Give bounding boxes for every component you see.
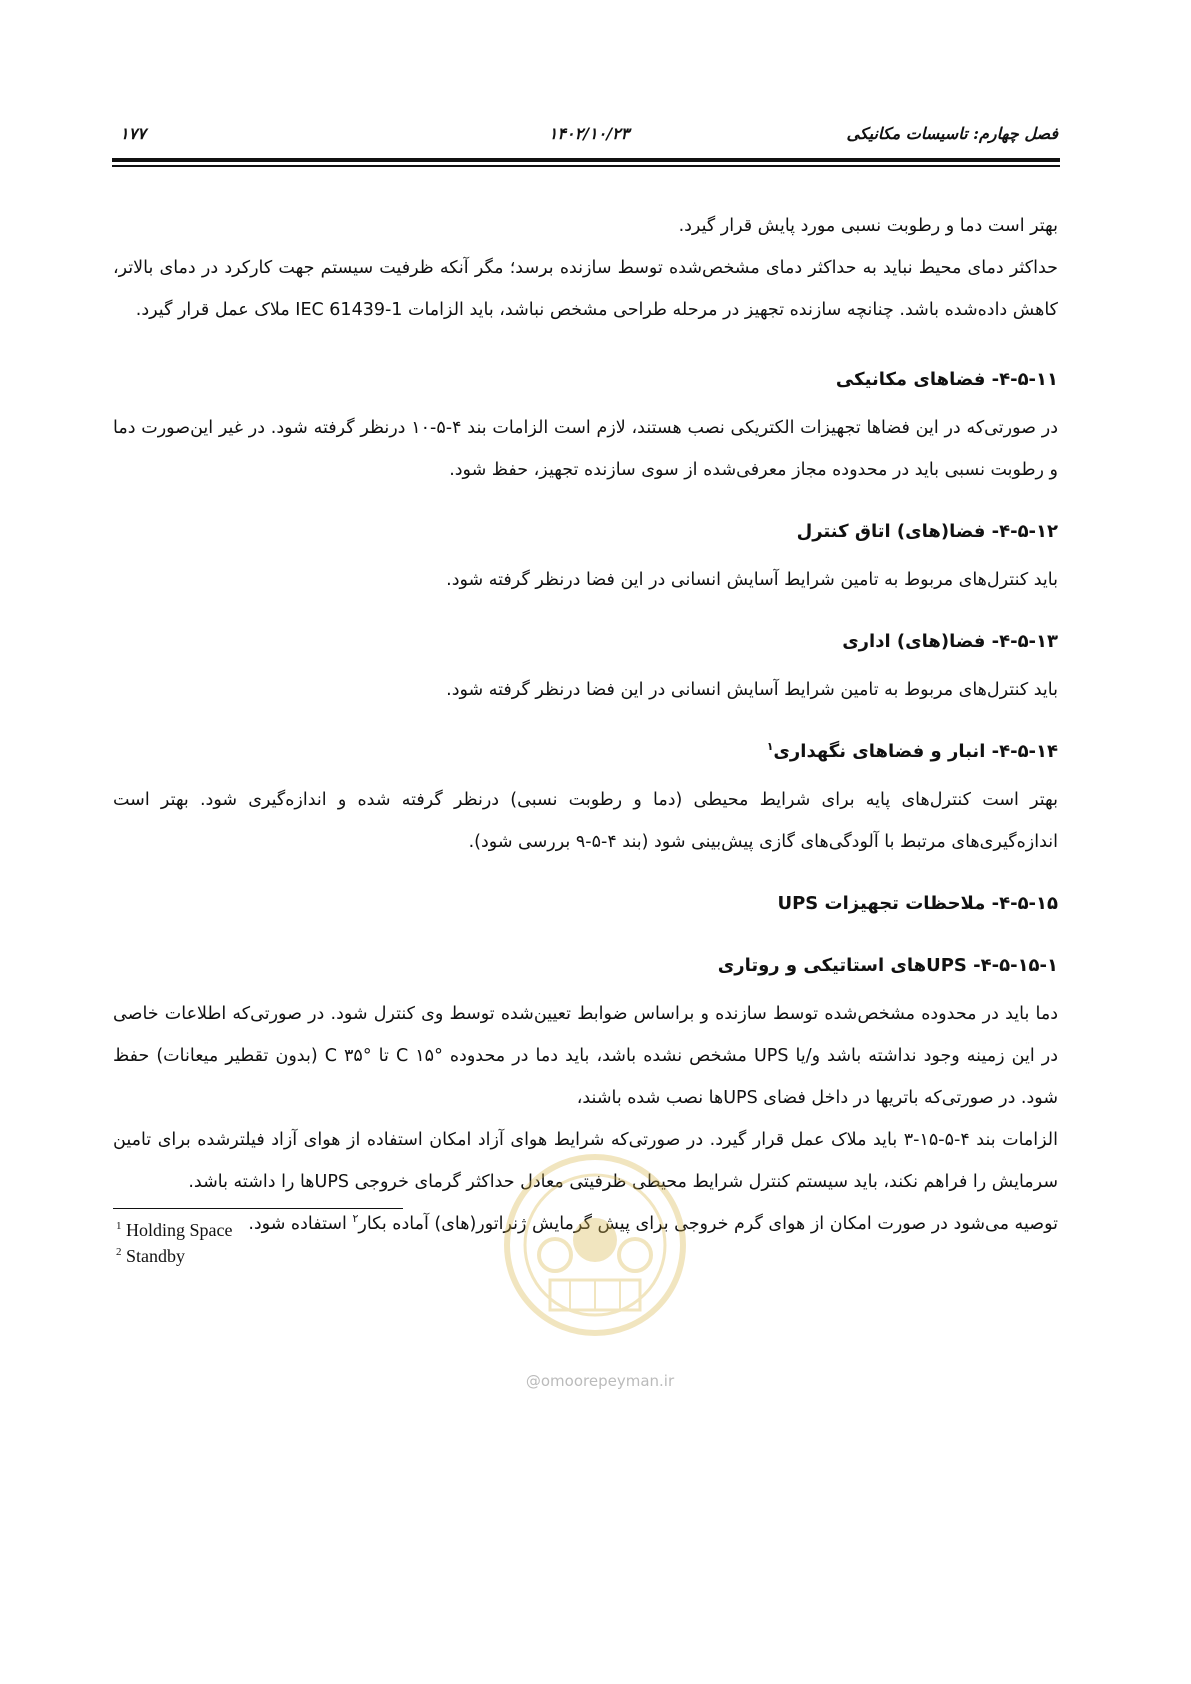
- header-rule-thick: [112, 158, 1060, 162]
- paragraph: [113, 247, 1058, 331]
- paragraph-text: ملاک عمل قرار گیرد.: [135, 300, 290, 320]
- footnote-number: 2: [116, 1246, 122, 1258]
- paragraph: در صورتی‌که در این فضاها تجهیزات الکتریکی نصب هستند، لازم است الزامات بند ۴-۵-۱۰ درنظر گرفته شود. در غیر این‌صورت دما و رطوبت نسبی باید در محدوده مجاز معرفی‌شده از سوی سازنده تجهیز، حفظ شود.: [113, 418, 1058, 480]
- header-date: ۱۴۰۲/۱۰/۲۳: [548, 124, 630, 143]
- footnote-text: Standby: [126, 1246, 186, 1266]
- paragraph-text: توصیه می‌شود در صورت امکان از هوای گرم خروجی برای پیش گرمایش ژنراتور(های) آماده بکار: [358, 1214, 1058, 1234]
- paragraph-text: حداکثر دمای محیط نباید به حداکثر دمای مشخص‌شده توسط سازنده برسد؛ مگر آنکه ظرفیت سیستم جهت کارکرد در دمای بالاتر، کاهش داده‌شده باشد. چنانچه سازنده تجهیز در مرحله طراحی مشخص نباشد، باید الزامات: [113, 258, 1058, 320]
- section-heading: ۴-۵-۱۲- فضا(های) اتاق کنترل: [796, 521, 1058, 542]
- paragraph: بهتر است دما و رطوبت نسبی مورد پایش قرار گیرد.: [678, 216, 1058, 236]
- section-heading: [113, 731, 1058, 773]
- chapter-title: فصل چهارم: تاسیسات مکانیکی: [846, 124, 1058, 143]
- standard-reference: IEC 61439-1: [295, 300, 403, 320]
- footnote-rule: [113, 1208, 403, 1209]
- paragraph: باید کنترل‌های مربوط به تامین شرایط آسایش انسانی در این فضا درنظر گرفته شود.: [446, 570, 1058, 590]
- footnote: [116, 1241, 232, 1267]
- page-header: [120, 124, 1058, 148]
- footnote-marker: ۱: [766, 740, 774, 753]
- document-body: [113, 205, 1058, 1245]
- subsection-heading: ۴-۵-۱۵-۱- UPSهای استاتیکی و روتاری: [717, 955, 1058, 976]
- paragraph-text: استفاده شود.: [248, 1214, 347, 1234]
- footnote-text: Holding Space: [126, 1220, 233, 1240]
- watermark-seal-icon: [500, 1150, 690, 1340]
- header-rule-thin: [112, 165, 1060, 167]
- footnote: [116, 1215, 232, 1241]
- section-heading: ۴-۵-۱۳- فضا(های) اداری: [842, 631, 1058, 652]
- paragraph: بهتر است کنترل‌های پایه برای شرایط محیطی (دما و رطوبت نسبی) درنظر گرفته شده و اندازه‌گیری شود. بهتر است اندازه‌گیری‌های مرتبط با آلودگی‌های گازی پیش‌بینی شود (بند ۴-۵-۹ بررسی شود).: [113, 790, 1058, 852]
- watermark-text: @omoorepeyman.ir: [525, 1372, 675, 1390]
- footnote-number: 1: [116, 1220, 122, 1232]
- paragraph: دما باید در محدوده مشخص‌شده توسط سازنده و براساس ضوابط تعیین‌شده توسط وی کنترل شود. در صورتی‌که اطلاعات خاصی در این زمینه وجود نداشته باشد و/یا UPS مشخص نشده باشد، باید دما در محدوده °C ۱۵ تا °C ۳۵ (بدون تقطیر میعانات) حفظ شود. در صورتی‌که باتریها در داخل فضای UPSها نصب شده باشند،: [113, 1004, 1059, 1108]
- heading-text: ۴-۵-۱۴- انبار و فضاهای نگهداری: [773, 741, 1058, 762]
- page-number: ۱۷۷: [120, 124, 146, 143]
- section-heading: ۴-۵-۱۵- ملاحظات تجهیزات UPS: [777, 893, 1058, 914]
- paragraph: الزامات بند ۴-۵-۱۵-۳ باید ملاک عمل قرار گیرد. در صورتی‌که شرایط هوای آزاد امکان استفاده از هوای آزاد فیلترشده برای تامین سرمایش را فراهم نکند، باید سیستم کنترل شرایط محیطی ظرفیتی معادل حداکثر گرمای خروجی UPSها را داشته باشد.: [113, 1130, 1059, 1192]
- section-heading: ۴-۵-۱۱- فضاهای مکانیکی: [835, 369, 1058, 390]
- footnote-marker: ۲: [352, 1212, 359, 1226]
- paragraph: باید کنترل‌های مربوط به تامین شرایط آسایش انسانی در این فضا درنظر گرفته شود.: [446, 680, 1058, 700]
- footnotes: [116, 1215, 232, 1267]
